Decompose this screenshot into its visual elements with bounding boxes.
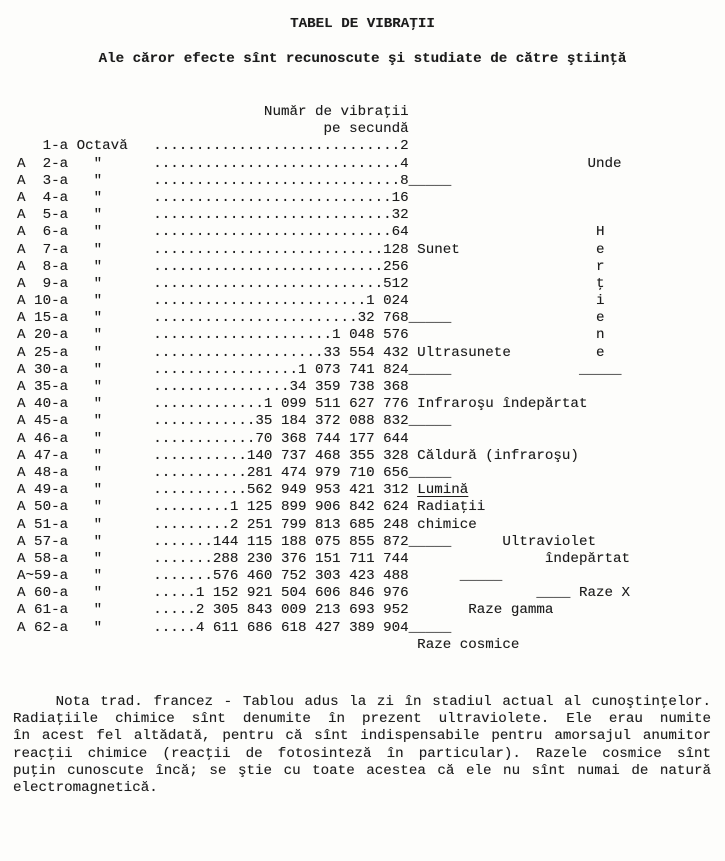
table-row: A 48-a " ...........281 474 979 710 656_____ xyxy=(0,464,452,481)
table-row: A 20-a " .....................1 048 576 n xyxy=(0,327,605,344)
underlined-label: Lumină xyxy=(417,482,469,499)
table-row: A 30-a " .................1 073 741 824_____ _____ xyxy=(0,361,622,378)
table-column-header: pe secundă xyxy=(0,121,409,138)
table-row: A 4-a " ............................16 xyxy=(0,189,409,206)
table-row: 1-a Octavă .............................2 xyxy=(0,138,409,155)
translator-footnote xyxy=(13,694,711,797)
table-row: A 57-a " .......144 115 188 075 855 872_____ Ultraviolet xyxy=(0,533,596,550)
table-row: A 62-a " .....4 611 686 618 427 389 904_____ xyxy=(0,619,452,636)
table-row: A 6-a " ............................64 H xyxy=(0,224,605,241)
table-row: A 51-a " .........2 251 799 813 685 248 chimice xyxy=(0,516,477,533)
table-column-header: Număr de vibraţii xyxy=(0,104,409,120)
table-row: A 50-a " .........1 125 899 906 842 624 Radiaţii xyxy=(0,499,486,516)
table-row: A 7-a " ...........................128 Sunet e xyxy=(0,241,605,258)
table-row: A 25-a " ....................33 554 432 Ultrasunete e xyxy=(0,344,605,361)
vibration-table xyxy=(0,104,630,654)
document-subtitle: Ale căror efecte sînt recunoscute şi studiate de către ştiinţă xyxy=(98,51,627,67)
table-row: A 47-a " ...........140 737 468 355 328 Căldură (infraroşu) xyxy=(0,447,579,464)
table-row: A 9-a " ...........................512 ţ xyxy=(0,275,605,292)
table-row: A 45-a " ............35 184 372 088 832_____ xyxy=(0,413,452,430)
table-row: A 46-a " ............70 368 744 177 644 xyxy=(0,430,409,447)
table-row: A 10-a " .........................1 024 i xyxy=(0,293,605,310)
footnote-line: Nota trad. francez - Tablou adus la zi în stadiul actual al cunoştinţelor. xyxy=(55,694,711,710)
table-row: A 40-a " .............1 099 511 627 776 Infraroşu îndepărtat xyxy=(0,396,588,413)
footnote-line: puţin cunoscute încă; se ştie cu toate acestea că ele nu sînt numai de natură xyxy=(13,762,711,779)
footnote-line: reacţii chimice (reacţii de fotosinteză în particular). Razele cosmice sînt xyxy=(13,745,711,762)
table-row: A 3-a " .............................8_____ xyxy=(0,172,452,189)
footnote-line: în acest fel altădată, pentru că sînt indispensabile pentru amorsajul anumitor xyxy=(13,728,711,745)
footnote-line: electromagnetică. xyxy=(13,779,158,796)
footnote-line: Radiaţiile chimice sînt denumite în prezent ultraviolete. Ele erau numite xyxy=(13,711,711,728)
table-row: Raze cosmice xyxy=(0,636,520,653)
table-row: A 61-a " .....2 305 843 009 213 693 952 Raze gamma xyxy=(0,602,554,619)
table-row: A 2-a " .............................4 Unde xyxy=(0,155,622,172)
table-row: A 8-a " ...........................256 r xyxy=(0,258,605,275)
table-row: A 49-a " ...........562 949 953 421 312 Lumină xyxy=(0,482,469,499)
table-row: A 35-a " ................34 359 738 368 xyxy=(0,379,409,395)
table-row: A~59-a " .......576 460 752 303 423 488 _____ xyxy=(0,568,503,585)
table-row: A 5-a " ............................32 xyxy=(0,207,409,224)
table-row: A 58-a " .......288 230 376 151 711 744 îndepărtat xyxy=(0,550,631,567)
document-title: TABEL DE VIBRAŢII xyxy=(290,16,435,32)
table-row: A 15-a " ........................32 768_____ e xyxy=(0,310,605,327)
table-row: A 60-a " .....1 152 921 504 606 846 976 ____ Raze X xyxy=(0,585,631,602)
